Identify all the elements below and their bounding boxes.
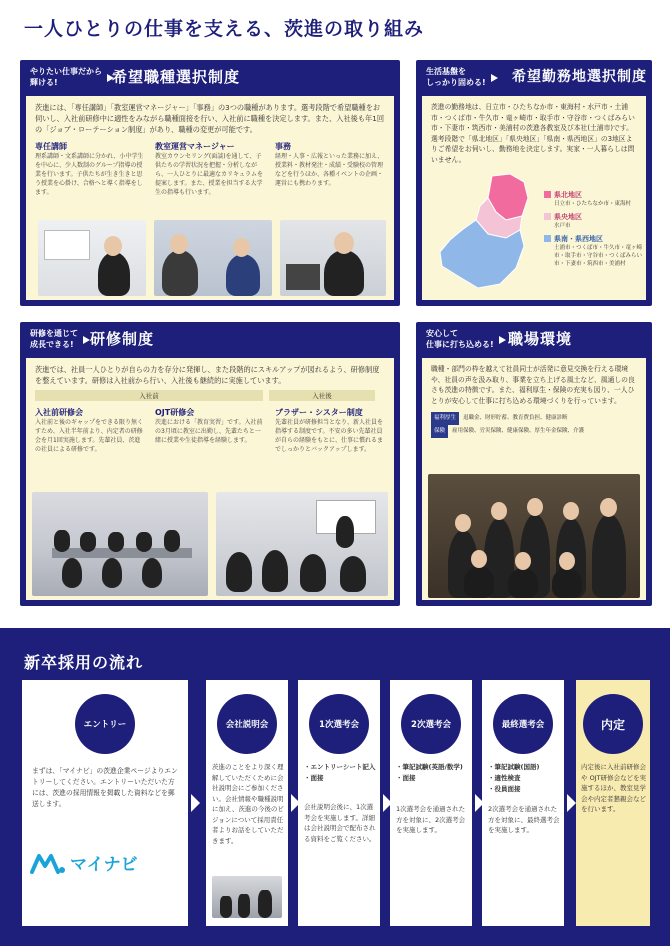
location-system-header (416, 60, 652, 96)
flow-arrow (191, 794, 200, 812)
training-item-brother-desc: 先輩社員が研修担当となり、新人社員を指導する制度です。不安の多い先輩社員が自らの経験をもとに、仕事に慣れるまでしっかりとバックアップします。 (275, 419, 384, 453)
flow-title: 新卒採用の流れ (24, 653, 144, 672)
flow-step-first (298, 680, 380, 926)
flow-step-offer-circle: 内定 (583, 694, 643, 754)
job-system-title: 希望職種選択制度 (112, 68, 241, 86)
flow-step-offer-text: 内定後に入社前研修会や OJT研修会などを実施するほか、教室見学会や内定者懇親会などを行います。 (581, 763, 647, 813)
legend-north-cities: 日立市・ひたちなか市・東海村 (554, 201, 632, 207)
flow-step-entry-circle: エントリー (75, 694, 135, 754)
workplace-tag-line1: 安心して (426, 329, 458, 338)
training-tag-line2: 成長できる! (30, 340, 74, 349)
location-system-text: 茨進の勤務地は、日立市・ひたちなか市・東海村・水戸市・土浦市・つくば市・牛久市・竜ヶ崎市・取手市・守谷市・つくばみらい市・下妻市・筑西市・美浦村の茨進各教室及び本社(土浦市)です。選考段階で「県北地区」「県央地区」「県南・県西地区」の3地区よりご希望をお伺いし、勤務地を決定します。実家・一人暮らしは問いません。 (431, 103, 635, 164)
role-office-desc: 経理・人事・広報といった業務に加え、授業料・教材発注・成績・受験校の管理などを行うほか、各種イベントの企画・運営にも携わります。 (275, 153, 384, 187)
training-item-pre-desc: 入社前と後のギャップをできる限り無くすため、入社半年前より、内定者の研修会を月1回実施します。先輩社員、茨進の社員による研修です。 (35, 419, 144, 453)
photo-manager (154, 220, 272, 296)
location-system-tag (426, 66, 486, 88)
flow-step-seminar-text: 茨進のことをより深く理解していただくために会社説明会にご参加ください。会社情報や職種説明に加え、茨進の今後のビジョンについて採用責任者よりお話をしていただきます。 (212, 763, 284, 845)
role-office-name: 事務 (275, 142, 291, 151)
photo-training-class (216, 492, 388, 596)
legend-south (544, 234, 644, 268)
training-tag (30, 328, 78, 350)
training-bar-after: 入社後 (269, 390, 375, 401)
mynavi-logo-text: マイナビ (70, 855, 138, 875)
training-panel (20, 322, 400, 606)
map-legend (544, 190, 644, 268)
photo-seminar (212, 876, 282, 918)
location-system-title: 希望勤務地選択制度 (512, 69, 647, 85)
role-teacher-name: 専任講師 (35, 142, 67, 151)
legend-central-swatch (544, 213, 551, 220)
photo-training-room (32, 492, 208, 596)
training-bar-before: 入社前 (35, 390, 263, 401)
training-item-pre (35, 403, 145, 454)
training-header (20, 322, 400, 358)
training-item-ojt (155, 403, 265, 454)
legend-south-name: 県南・県西地区 (554, 235, 603, 243)
training-item-pre-name: 入社前研修会 (35, 408, 83, 417)
flow-step-first-items: ・エントリーシート記入 ・面接 (304, 763, 376, 782)
training-item-brother (275, 403, 385, 454)
flow-arrow (567, 794, 576, 812)
flow-step-first-circle: 1次選考会 (309, 694, 369, 754)
job-system-panel (20, 60, 400, 306)
flow-step-second-text: 1次選考会を通過された方を対象に、2次選考会を実施します。 (396, 805, 466, 834)
benefit-badge: 福利厚生 (431, 412, 459, 425)
flow-step-first-text: 会社説明会後に、1次選考会を実施します。詳細は会社説明会で配布される資料をご覧ください。 (304, 803, 376, 843)
role-manager-name: 教室運営マネージャー (155, 142, 235, 151)
flow-step-second-circle: 2次選考会 (401, 694, 461, 754)
legend-central (544, 212, 644, 230)
flow-step-seminar-circle: 会社説明会 (217, 694, 277, 754)
training-item-ojt-name: OJT研修会 (155, 408, 195, 417)
job-system-tag-line1: やりたい仕事だから (30, 67, 102, 76)
job-system-tag (30, 66, 102, 88)
legend-south-swatch (544, 235, 551, 242)
flow-step-final-circle: 最終選考会 (493, 694, 553, 754)
workplace-tag (426, 328, 494, 350)
photo-teacher (38, 220, 146, 296)
workplace-tag-line2: 仕事に打ち込める! (426, 340, 494, 349)
flow-step-final-items: ・筆記試験(国語) ・適性検査 ・役員面接 (488, 763, 540, 793)
training-title: 研修制度 (90, 330, 155, 348)
mynavi-logo (30, 850, 138, 875)
flow-step-offer (576, 680, 650, 926)
role-teacher-desc: 理系講師・文系講師に分かれ、小中学生を中心に、少人数制のグループ指導の授業を行います。子供たちが生き生きと思う授業を心掛け、合格へと導く指導をします。 (35, 153, 144, 196)
location-system-tag-line2: しっかり固める! (426, 78, 486, 87)
location-system-panel (416, 60, 652, 306)
role-teacher (35, 137, 145, 197)
ibaraki-map (436, 172, 546, 292)
legend-north-swatch (544, 191, 551, 198)
workplace-title: 職場環境 (508, 330, 573, 348)
benefit-badge: 保険 (431, 425, 448, 438)
training-item-ojt-desc: 茨進における「教育実習」です。入社前の3月頃に教室に出勤し、先輩たちと一緒に授業や生徒指導を経験します。 (155, 419, 263, 444)
role-manager (155, 137, 265, 197)
page-title: 一人ひとりの仕事を支える、茨進の取り組み (24, 18, 425, 40)
training-tag-line1: 研修を通じて (30, 329, 78, 338)
workplace-header (416, 322, 652, 358)
benefit-row (431, 412, 637, 425)
job-system-text: 茨進には、「専任講師」「教室運営マネージャー」「事務」の3つの職種があります。選考段階で希望職種をお伺いし、入社前研修中に適性をみながら職種面接を行い、入社前に職種を決定します。また、入社後も年1回の「ジョブ・ローテーション制度」があり、職種の変更が可能です。 (35, 103, 385, 134)
role-office (275, 137, 385, 197)
location-system-tag-line1: 生活基盤を (426, 67, 466, 76)
mynavi-mark-icon (30, 852, 66, 874)
flow-step-final-text: 2次選考会を通過された方を対象に、最終選考会を実施します。 (488, 805, 560, 834)
job-system-tag-line2: 輝ける! (30, 78, 58, 87)
legend-south-cities: 土浦市・つくば市・牛久市・竜ヶ崎市・取手市・守谷市・つくばみらい市・下妻市・筑西市・美浦村 (554, 245, 643, 267)
workplace-panel (416, 322, 652, 606)
role-manager-desc: 教室カウンセリング(面談)を通して、子供たちの学習状況を把握・分析しながら、一人ひとりに最適なカリキュラムを提案します。また、授業を担当する大学生の指導も行います。 (155, 153, 263, 196)
benefit-row (431, 425, 637, 438)
flow-step-entry (22, 680, 188, 926)
benefit-text: 雇用保険、労災保険、健康保険、厚生年金保険、介護 (452, 428, 585, 434)
flow-step-second (390, 680, 472, 926)
legend-central-name: 県央地区 (554, 213, 582, 221)
flow-step-seminar (206, 680, 288, 926)
flow-step-final (482, 680, 564, 926)
flow-step-entry-text: まずは、「マイナビ」の茨進企業ページよりエントリーしてください。エントリーいただいた方には、茨進の採用情報を掲載した資料などを郵送します。 (32, 767, 178, 808)
legend-north-name: 県北地区 (554, 191, 582, 199)
benefits-list (431, 412, 637, 438)
legend-central-cities: 水戸市 (554, 223, 571, 229)
flow-step-second-items: ・筆記試験(英語/数学) ・面接 (396, 763, 463, 782)
legend-north (544, 190, 644, 208)
training-item-brother-name: ブラザー・シスター制度 (275, 408, 363, 417)
benefit-text: 退職金、財形貯蓄、教育費負担、健康診断 (463, 415, 568, 421)
workplace-text: 職種・部門の枠を越えて社員同士が活発に意見交換を行える環境や、社員の声を汲み取り、事業を立ち上げる風土など、風通しの良さも茨進の特徴です。また、福利厚生・保険の充実も図り、一人ひとりが安心して仕事に打ち込める環境づくりを行っています。 (431, 365, 635, 405)
training-text: 茨進では、社員一人ひとりが自らの力を存分に発揮し、また段階的にスキルアップが図れるよう、研修制度を整えています。研修は入社前から行い、入社後も継続的に実施しています。 (35, 365, 380, 385)
photo-staff-group (428, 474, 640, 598)
photo-office (280, 220, 386, 296)
job-system-header (20, 60, 400, 96)
